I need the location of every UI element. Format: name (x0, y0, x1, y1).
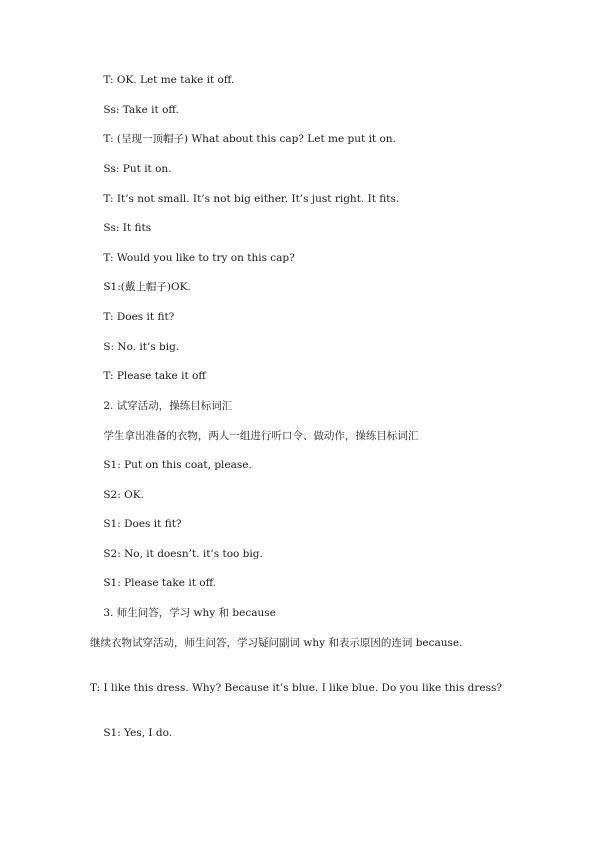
section-heading: 3. 师生问答，学习 why 和 because (90, 607, 276, 619)
text-line: T: (呈现一顶帽子) What about this cap? Let me put it on. (90, 133, 396, 145)
text-line: S1: Put on this coat, please. (90, 459, 252, 471)
text-paragraph: T: I like this dress. Why? Because it’s blue. I like blue. Do you like this dress? (90, 682, 503, 694)
text-line: T: OK. Let me take it off. (90, 74, 235, 86)
text-line: S1:(戴上帽子)OK. (90, 281, 191, 293)
text-line: S1: Yes, I do. (90, 727, 173, 739)
text-line: S2: OK. (90, 489, 144, 501)
text-line: Ss: It fits (90, 222, 152, 234)
section-heading: 2. 试穿活动，操练目标词汇 (90, 400, 233, 412)
text-line: 学生拿出准备的衣物，两人一组进行听口令、做动作，操练目标词汇 (90, 430, 419, 442)
text-line: Ss: Take it off. (90, 104, 179, 116)
text-paragraph: 继续衣物试穿活动，师生问答，学习疑问副词 why 和表示原因的连词 because. (90, 637, 463, 649)
text-line: T: Would you like to try on this cap? (90, 252, 295, 264)
text-line: S2: No, it doesn’t. it’s too big. (90, 548, 263, 560)
text-line: S1: Does it fit? (90, 518, 182, 530)
text-line: T: Please take it off (90, 370, 206, 382)
text-line: Ss: Put it on. (90, 163, 172, 175)
text-line: T: It’s not small. It’s not big either. It’s just right. It fits. (90, 193, 400, 205)
text-line: T: Does it fit? (90, 311, 175, 323)
text-line: S: No. it’s big. (90, 341, 180, 353)
text-line: S1: Please take it off. (90, 577, 216, 589)
